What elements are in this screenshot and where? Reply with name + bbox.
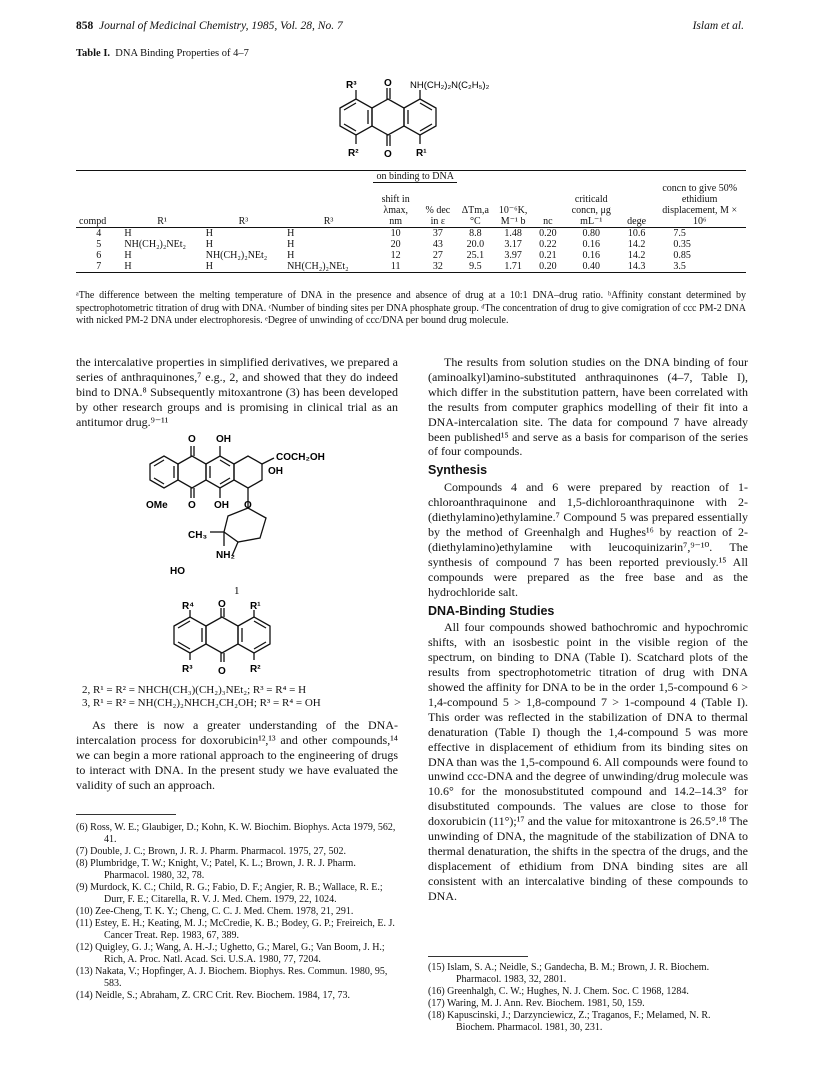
- journal-citation: Journal of Medicinal Chemistry, 1985, Vol. 28, No. 7: [99, 20, 343, 32]
- label-r1: R¹: [416, 148, 427, 159]
- section-heading-dna-binding: DNA-Binding Studies: [428, 603, 555, 618]
- formula-compound-3: 3, R¹ = R² = NH(CH₂)₂NHCH₂CH₂OH; R³ = R⁴ = OH: [82, 697, 321, 709]
- cell-r2: H: [205, 238, 213, 250]
- paragraph: As there is now a greater understanding of the DNA-intercalation process for doxorubicin¹²,¹³ and other compounds,¹⁴ we can begin a more rational approach to the engineering of drugs to interact with DNA. In the present study we have evaluated the validity of such an approach.: [76, 718, 398, 792]
- references-right: [428, 962, 748, 1034]
- reference: (10) Zee-Cheng, T. K. Y.; Cheng, C. C. J. Med. Chem. 1978, 21, 291.: [76, 906, 354, 917]
- header-dec: % dec in ε: [418, 183, 457, 228]
- table-row: [76, 250, 746, 261]
- s1-o2: O: [188, 500, 196, 511]
- header-n: nc: [533, 183, 563, 228]
- reference: (8) Plumbridge, T. W.; Knight, V.; Patel, K. L.; Brown, J. R. J. Pharm. Pharmacol. 1980, 32, 78.: [76, 858, 356, 881]
- s2-r2: R²: [250, 664, 261, 675]
- s1-nh2: NH₂: [216, 550, 235, 561]
- reference: (7) Double, J. C.; Brown, J. R. J. Pharm. Pharmacol. 1975, 27, 502.: [76, 846, 346, 857]
- s2-r3: R³: [182, 664, 193, 675]
- cell-n: 0.20: [533, 261, 563, 273]
- section-heading-synthesis: Synthesis: [428, 463, 488, 478]
- paragraph: the intercalative properties in simplified derivatives, we prepared a series of anthraquinones,⁷ e.g., 2, and showed that they do indeed bind to DNA.⁸ Subsequently mitoxantrone (3) has been developed by other research groups and is promising in clinical trial as an antitumor drug.⁹⁻¹¹: [76, 355, 398, 429]
- cell-r2: H: [205, 227, 213, 239]
- formula-compound-2: 2, R¹ = R² = NHCH(CH₃)(CH₂)₃NEt₂; R³ = R⁴ = H: [82, 684, 307, 696]
- paragraph: All four compounds showed bathochromic and hypochromic shifts, with an isosbestic point in the visible region of the spectrum, on binding to DNA (Table I). Scatchard plots of the results from spectrophotometric titration of drug with DNA showed the affinity for DNA to be in the order 1,5-compound 6 > 1,4-compound 5 > 1,8-compound 7 > 1-compound 4 (Table I). This order was reflected in the stabilization of DNA to thermal denaturation (Table I) though the 1,4-compound 5 was more effective in displacement of ethidium from its binding sites on DNA than was the 1,5-compound 6. All compounds were found to unwind ccc-DNA and the degree of unwinding/drug molecule was 10.6° for the monosubstituted compound and 14.2–14.3° for disubstituted compounds. The values are close to those for doxorubicin (11°);¹⁷ and the value for mitoxantrone is 26.5°.¹⁸ The unwinding of DNA, the magnitude of the stabilization of DNA to thermal denaturation, the shifts in the spectra of the drugs, and the displacement of ethidium from DNA binding sites are all consistent with an intercalative binding of these compounds to DNA.: [428, 620, 748, 903]
- cell-dec: 32: [418, 261, 457, 273]
- cell-r3: NH(CH₂)₂NEt₂: [284, 261, 373, 273]
- cell-dtm: 9.5: [457, 261, 493, 273]
- cell-deg: 14.2: [627, 249, 646, 261]
- cell-dec: 43: [432, 238, 443, 250]
- s1-coch2oh: COCH₂OH: [276, 452, 325, 463]
- cell-dec: 27: [432, 249, 443, 261]
- cell-compd: 6: [96, 249, 102, 261]
- header-compd: compd: [76, 183, 121, 228]
- running-header-left: [76, 20, 343, 32]
- label-side-chain: NH(CH₂)₂N(C₂H₅)₂: [410, 80, 490, 91]
- reference: (9) Murdock, K. C.; Child, R. G.; Fabio, D. F.; Angier, R. B.; Wallace, R. E.; Durr, F. E.; Citarella, R. V. J. Med. Chem. 1979, 22, 1024.: [76, 882, 383, 905]
- cell-r1: H: [121, 261, 202, 273]
- cell-dtm: 8.8: [469, 227, 482, 239]
- anthraquinone-structure: [320, 78, 560, 170]
- reference: (12) Quigley, G. J.; Wang, A. H.-J.; Ughetto, G.; Marel, G.; Van Boom, J. H.; Rich, A. Proc. Natl. Acad. Sci. U.S.A. 1980, 77, 7204.: [76, 942, 385, 965]
- cell-disp: 0.35: [673, 238, 691, 250]
- s2-r1: R¹: [250, 601, 261, 612]
- running-header-authors: Islam et al.: [692, 20, 744, 32]
- anthraquinone-generic-structure: [160, 600, 300, 678]
- dna-binding-table: [76, 170, 746, 273]
- table-caption: [76, 48, 249, 59]
- header-deg: dege: [620, 183, 654, 228]
- s1-ome: OMe: [146, 500, 168, 511]
- cell-n: 0.20: [539, 227, 557, 239]
- s1-ch3: CH₃: [188, 530, 208, 541]
- cell-shift: 10: [390, 227, 401, 239]
- cell-k: 1.48: [504, 227, 522, 239]
- references-rule-right: [428, 956, 528, 957]
- cell-r3: H: [287, 227, 295, 239]
- cell-compd: 5: [96, 238, 102, 250]
- cell-crit: 0.40: [563, 261, 620, 273]
- cell-r2: NH(CH₂)₂NEt₂: [205, 249, 268, 261]
- table-row: [76, 227, 746, 239]
- header-r1: R¹: [121, 183, 202, 228]
- left-column-bottom: [76, 718, 398, 793]
- cell-crit: 0.80: [582, 227, 600, 239]
- s1-oh: OH: [216, 434, 231, 445]
- paragraph: Compounds 4 and 6 were prepared by reaction of 1-chloroanthraquinone and 1,5-dichloroanthraquinone with 2-(diethylamino)ethylamine.⁷ Compound 5 was prepared essentially by the method of Greenhalgh and Hughes¹⁶ by reaction of 2-(diethylamino)ethylamine with leucoquinizarin⁷,⁹⁻¹⁰. The synthesis of compound 7 has been reported previously.¹⁵ All compounds were prepared as the free base and as the hydrochloride salt.: [428, 480, 748, 599]
- label-r3: R³: [346, 80, 357, 91]
- s1-o3: O: [244, 500, 252, 511]
- cell-compd: 7: [76, 261, 121, 273]
- s2-o: O: [218, 600, 226, 610]
- cell-r1: H: [124, 249, 132, 261]
- label-r2: R²: [348, 148, 359, 159]
- table-caption-label: Table I.: [76, 48, 111, 59]
- cell-dtm: 25.1: [466, 249, 485, 261]
- references-left: [76, 822, 398, 1002]
- cell-k: 1.71: [493, 261, 533, 273]
- cell-r1: NH(CH₂)₂NEt₂: [124, 238, 186, 250]
- cell-dec: 37: [432, 227, 443, 239]
- s2-o2: O: [218, 666, 226, 677]
- cell-disp: 0.85: [673, 249, 691, 261]
- cell-disp: 7.5: [673, 227, 686, 239]
- s2-r4: R⁴: [182, 601, 195, 612]
- left-column-top: [76, 355, 398, 430]
- table-caption-text: DNA Binding Properties of 4–7: [115, 48, 249, 59]
- reference: (15) Islam, S. A.; Neidle, S.; Gandecha, B. M.; Brown, J. R. Biochem. Pharmacol. 1983, 32, 2801.: [428, 962, 710, 985]
- cell-n: 0.21: [539, 249, 557, 261]
- cell-deg: 14.3: [620, 261, 654, 273]
- doxorubicin-structure: [128, 428, 368, 598]
- reference: (6) Ross, W. E.; Glaubiger, D.; Kohn, K. W. Biochim. Biophys. Acta 1979, 562, 41.: [76, 822, 396, 845]
- cell-deg: 10.6: [627, 227, 646, 239]
- table-row: [76, 239, 746, 250]
- header-dtm: ΔTm,a °C: [457, 183, 493, 228]
- cell-deg: 14.2: [627, 238, 646, 250]
- reference: (14) Neidle, S.; Abraham, Z. CRC Crit. Rev. Biochem. 1984, 17, 73.: [76, 990, 351, 1001]
- header-k: 10⁻⁶K, M⁻¹ b: [493, 183, 533, 228]
- s1-ho: HO: [170, 566, 185, 577]
- label-o-bottom: O: [384, 149, 392, 160]
- s1-o: O: [188, 434, 196, 445]
- reference: (11) Estey, E. H.; Keating, M. J.; McCredie, K. B.; Bodey, G. P.; Freireich, E. J. Cancer Treat. Rep. 1983, 67, 389.: [76, 918, 395, 941]
- cell-shift: 11: [373, 261, 418, 273]
- cell-n: 0.22: [539, 238, 557, 250]
- cell-dtm: 20.0: [466, 238, 485, 250]
- reference: (18) Kapuscinski, J.; Darzynciewicz, Z.; Traganos, F.; Melamed, N. R. Biochem. Pharmacol. 1981, 30, 231.: [428, 1010, 711, 1033]
- page-number: 858: [76, 20, 94, 32]
- cell-disp: 3.5: [653, 261, 746, 273]
- reference: (16) Greenhalgh, C. W.; Hughes, N. J. Chem. Soc. C 1968, 1284.: [428, 986, 689, 997]
- header-shift: shift in λmax, nm: [373, 183, 418, 228]
- cell-shift: 20: [390, 238, 401, 250]
- reference: (13) Nakata, V.; Hopfinger, A. J. Biochem. Biophys. Res. Commun. 1980, 95, 583.: [76, 966, 388, 989]
- cell-r2: H: [203, 261, 284, 273]
- cell-r3: H: [287, 249, 295, 261]
- header-critical: criticald concn, μg mL⁻¹: [563, 183, 620, 228]
- references-rule: [76, 814, 176, 815]
- cell-r3: H: [287, 238, 295, 250]
- header-on-binding: on binding to DNA: [373, 171, 457, 183]
- cell-k: 3.97: [504, 249, 522, 261]
- header-r3: R³: [284, 183, 373, 228]
- label-o-top: O: [384, 78, 392, 89]
- compound-number-1: 1: [234, 585, 240, 597]
- s1-oh3: OH: [214, 500, 229, 511]
- s1-oh2: OH: [268, 466, 283, 477]
- cell-compd: 4: [96, 227, 102, 239]
- cell-shift: 12: [390, 249, 401, 261]
- paragraph: The results from solution studies on the DNA binding of four (aminoalkyl)amino-substituted anthraquinones (4–7, Table I), which differ in the substitution pattern, have been correlated with the results from computer graphics modelling of their fit into a DNA-intercalation site. The data for compound 7 have already been published¹⁵ and serve as a basis for comparison of the series of four compounds.: [428, 355, 748, 459]
- cell-r1: H: [124, 227, 132, 239]
- cell-crit: 0.16: [582, 238, 600, 250]
- cell-crit: 0.16: [582, 249, 600, 261]
- table-footnotes: ᵃThe difference between the melting temperature of DNA in the presence and absence of drug at a 10:1 DNA–drug ratio. ᵇAffinity constant determined by spectrophotometric titration of drug with DNA. ᶜNumber of binding sites per DNA phosphate group. ᵈThe concentration of drug to give comigration of ccc PM-2 DNA with nicked PM-2 DNA under electrophoresis. ᵉDegree of unwinding of ccc/DNA per bound drug molecule.: [76, 290, 746, 326]
- header-displacement: concn to give 50% ethidium displacement, M × 10⁶: [653, 183, 746, 228]
- cell-k: 3.17: [504, 238, 522, 250]
- header-r2: R³: [203, 183, 284, 228]
- right-column: [428, 355, 748, 904]
- table-row: [76, 261, 746, 273]
- reference: (17) Waring, M. J. Ann. Rev. Biochem. 1981, 50, 159.: [428, 998, 645, 1009]
